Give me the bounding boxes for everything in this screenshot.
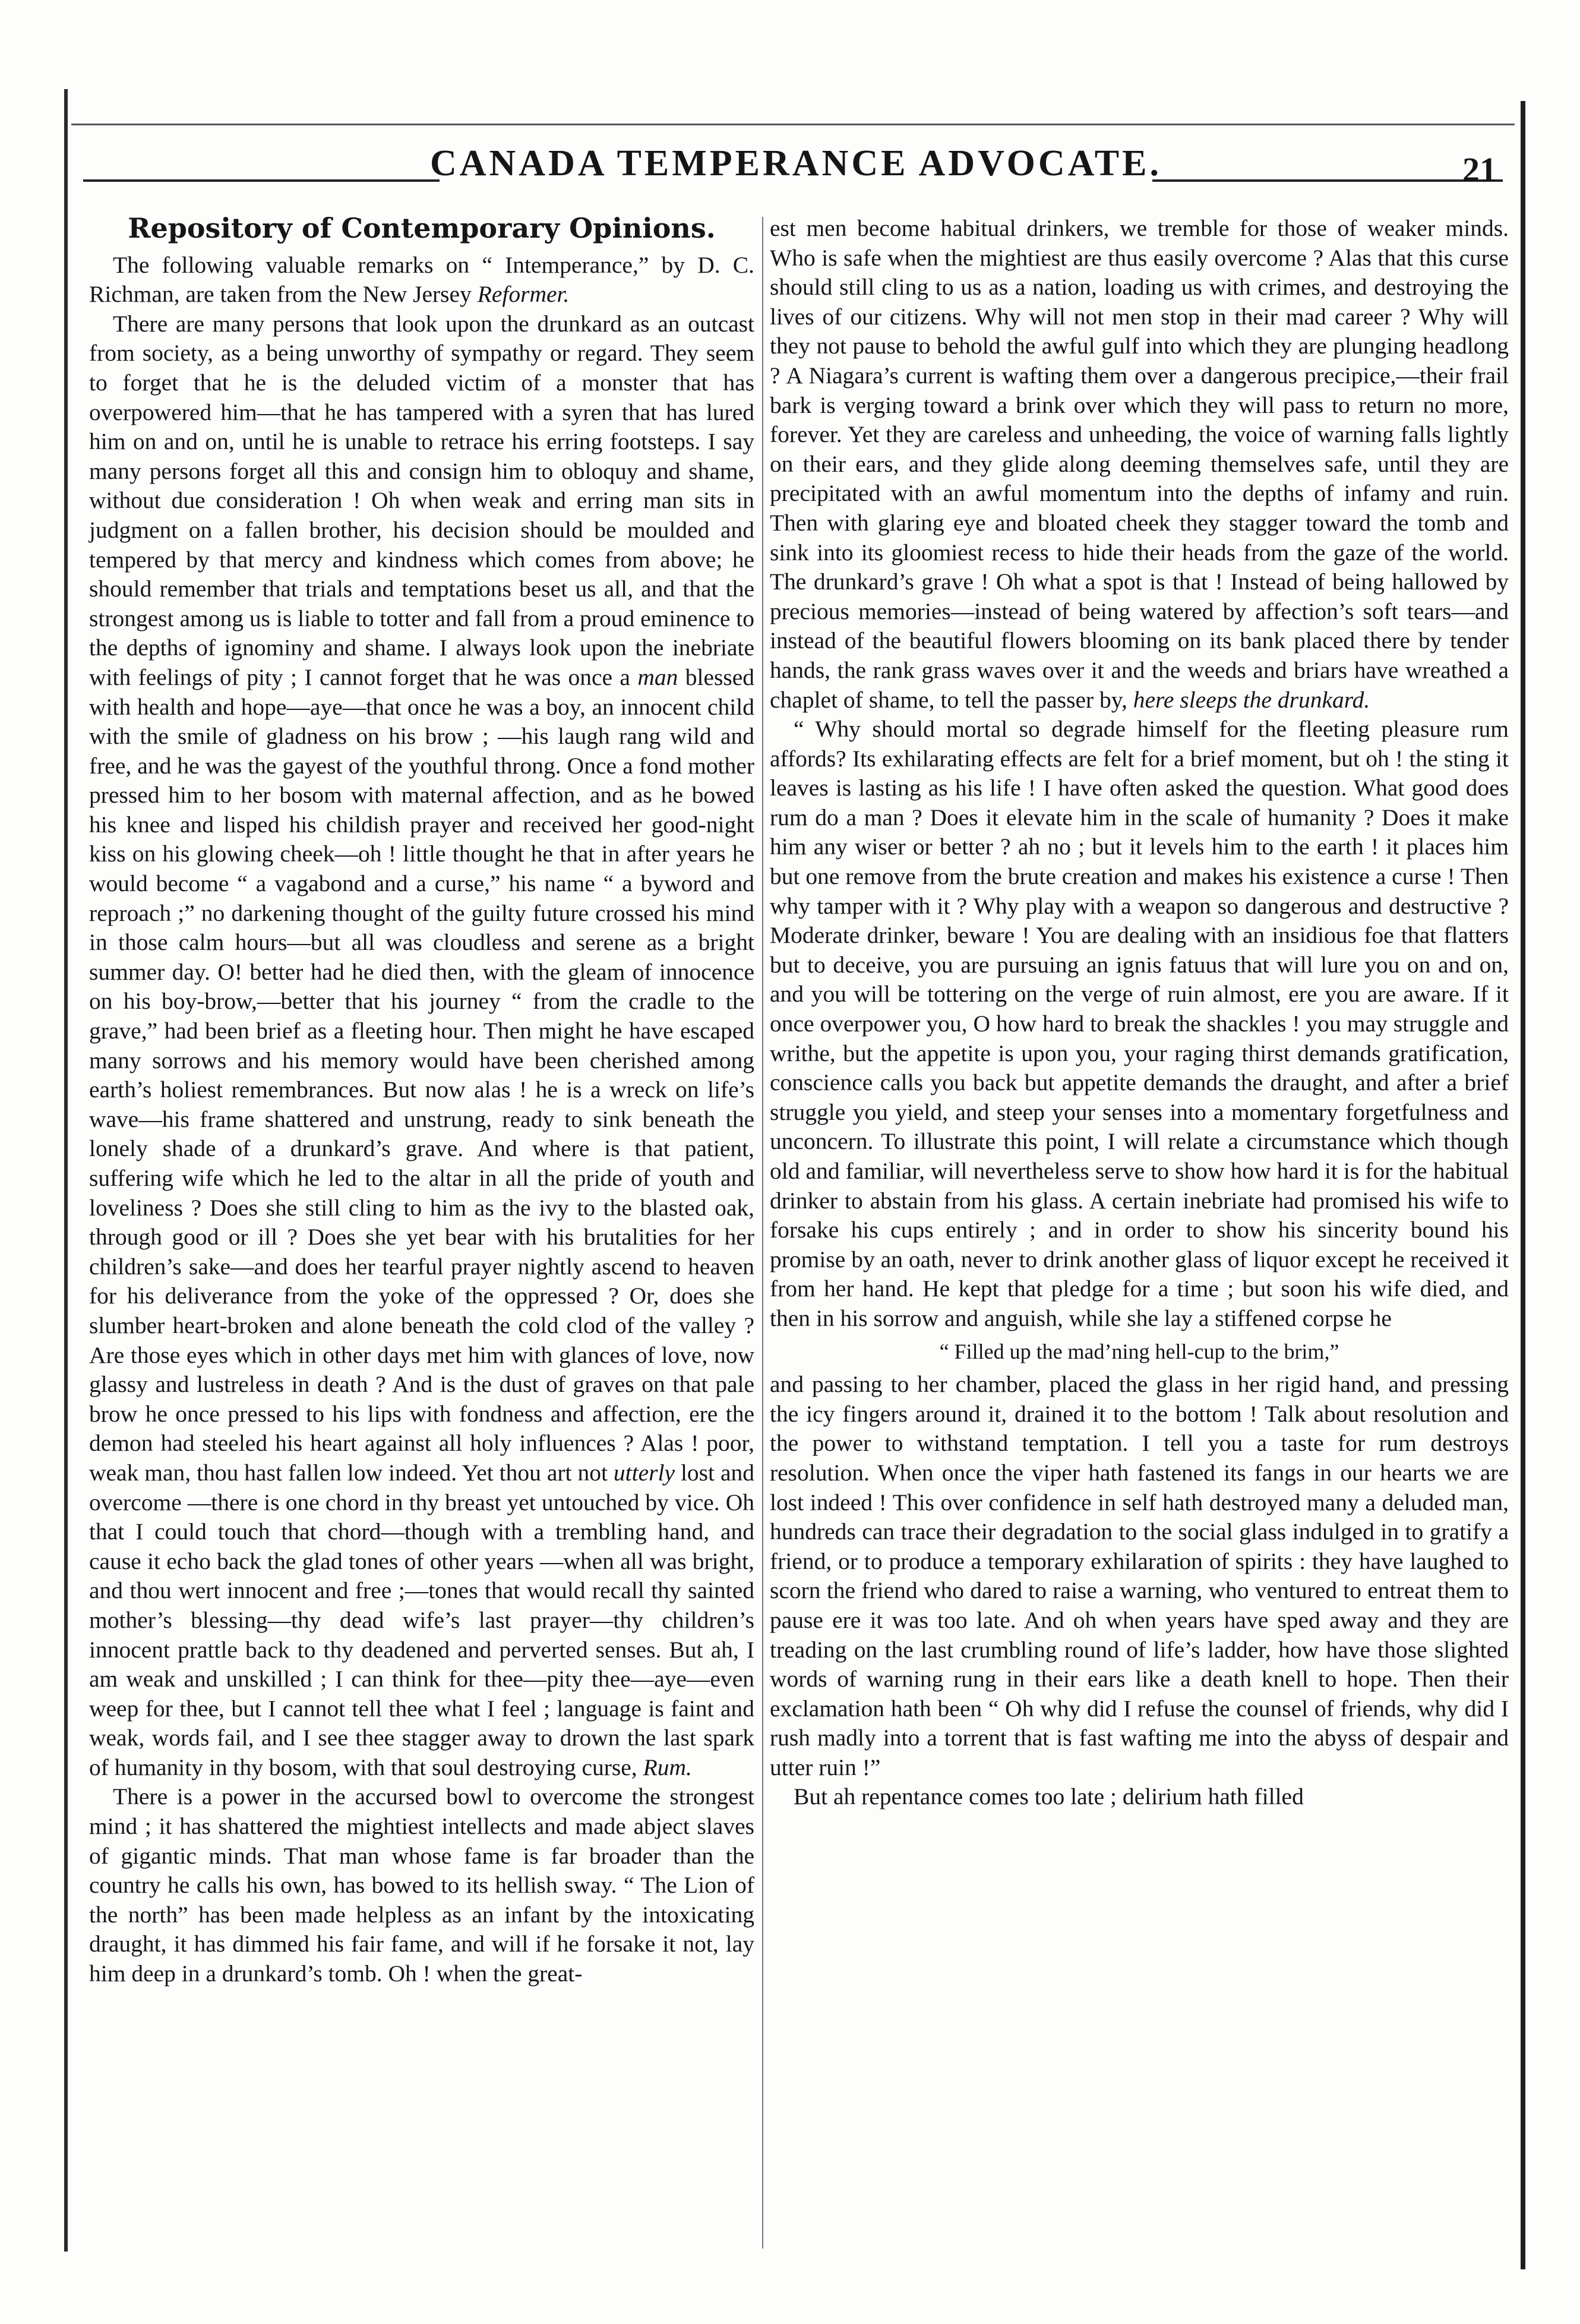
page-border-left <box>64 89 68 2252</box>
emphasis-text: here sleeps the drunkard. <box>1133 686 1370 713</box>
paragraph-text: est men become habitual drinkers, we tremble for those of weaker minds. Who is safe when the mightiest are thus easily overcome ? Alas that this curse should still cling to us as a nation, loading us with crimes, and destroying the lives of our citizens. Why will not men stop in their mad career ? Why will they not pause to behold the awful gulf into which they are plunging headlong ? A Niagara’s current is wafting them over a dangerous precipice,—their frail bark is verging toward a brink over which they will pass to return no more, forever. Yet they are careless and unheeding, the voice of warning falls lightly on their ears, and they glide along deeming themselves safe, until they are precipitated with an awful momentum into the depths of infamy and ruin. Then with glaring eye and bloated cheek they stagger toward the tomb and sink into its gloomiest recess to hide their heads from the gaze of the world. The drunkard’s grave ! Oh what a spot is that ! Instead of being hallowed by precious memories—instead of being watered by affection’s soft tears—and instead of the beautiful flowers blooming on its bank placed there by tender hands, the rank grass waves over it and the weeds and briars have wreathed a chaplet of shame, to tell the passer by, <box>770 215 1509 713</box>
paragraph-text: blessed with health and hope—aye—that once he was a boy, an innocent child with the smile of gladness on his brow ; —his laugh rang wild and free, and he was the gayest of the youthful throng. Once a fond mother pressed him to her bosom with maternal affection, and as he bowed his knee and lisped his childish prayer and received her good-night kiss on his glowing cheek—oh ! little thought he that in after years he would become “ a vagabond and a curse,” his name “ a byword and reproach ;” no darkening thought of the guilty future crossed his mind in those calm hours—but all was cloudless and serene as a bright summer day. O! better had he died then, with the gleam of innocence on his boy-brow,—better that his journey “ from the cradle to the grave,” had been brief as a fleeting hour. Then might he have escaped many sorrows and his memory would have been cherished among earth’s holiest remembrances. But now alas ! he is a wreck on life’s wave—his frame shattered and unstrung, ready to sink beneath the lonely shade of a drunkard’s grave. And where is that patient, suffering wife which he led to the altar in all the pride of youth and loveliness ? Does she still cling to him as the ivy to the blasted oak, through good or ill ? Does she yet bear with his brutalities for her children’s sake—and does her tearful prayer nightly ascend to heaven for his deliverance from the yoke of the oppressed ? Or, does she slumber heart-broken and alone beneath the cold clod of the valley ? Are those eyes which in other days met him with glances of love, now glassy and lustreless in death ? And is the dust of graves on that pale brow he once pressed to his lips with fondness and affection, ere the demon had steeled his heart against all holy influences ? Alas ! poor, weak man, thou hast fallen low indeed. Yet thou art not <box>89 664 754 1486</box>
emphasis-text: man <box>637 664 678 690</box>
article-paragraph: There is a power in the accursed bowl to overcome the strongest mind ; it has shattered the mightiest intellects and made abject slaves of gigantic minds. That man whose fame is far broader than the country he calls his own, has bowed to its hellish sway. “ The Lion of the north” has been made helpless as an infant by the intoxicating draught, it has dimmed his fair fame, and will if he forsake it not, lay him deep in a drunkard’s tomb. Oh ! when the great- <box>89 1783 754 1987</box>
intro-source: Reformer. <box>477 281 570 308</box>
left-column <box>89 214 754 1989</box>
page-border-top <box>71 124 1515 125</box>
article-paragraph <box>770 214 1509 715</box>
emphasis-text: utterly <box>613 1459 675 1486</box>
intro-text: The following valuable remarks on “ Intemperance,” by D. C. Richman, are taken from the New Jersey <box>89 251 754 308</box>
page-border-right <box>1521 101 1525 2269</box>
article-paragraph: and passing to her chamber, placed the glass in her rigid hand, and pressing the icy fingers around it, drained it to the bottom ! Talk about resolution and the power to withstand temptation. I tell you a taste for rum destroys resolution. When once the viper hath fastened its fangs in our hearts we are lost indeed ! This over confidence in self hath destroyed many a deluded man, hundreds can trace their degradation to the social glass indulged in to gratify a friend, or to produce a temporary exhilaration of spirits : they have laughed to scorn the friend who dared to raise a warning, who ventured to entreat them to pause ere it was too late. And oh when years have sped away and they are treading on the last crumbling round of life’s ladder, how have those slighted words of warning rung in their ears like a death knell to hope. Then their exclamation hath been “ Oh why did I refuse the counsel of friends, why did I rush madly into a torrent that is fast wafting me into the abyss of despair and utter ruin !” <box>770 1371 1509 1780</box>
article-paragraph: “ Why should mortal so degrade himself for the fleeting pleasure rum affords? Its exhilarating effects are felt for a brief moment, but oh ! the sting it leaves is lasting as his life ! I have often asked the question. What good does rum do a man ? Does it elevate him in the scale of humanity ? Does it make him any wiser or better ? ah no ; but it levels him to the earth ! it places him but one remove from the brute creation and makes his existence a curse ! Then why tamper with it ? Why play with a weapon so dangerous and destructive ? Moderate drinker, beware ! You are dealing with an insidious foe that flatters but to deceive, you are pursuing an ignis fatuus that will lure you on and on, and you will be tottering on the verge of ruin almost, ere you are aware. If it once overpower you, O how hard to break the shackles ! you may struggle and writhe, but the appetite is upon you, your raging thirst demands gratification, conscience calls you back but appetite demands the draught, and after a brief struggle you yield, and steep your senses into a momentary forgetfulness and unconcern. To illustrate this point, I will relate a circumstance which though old and familiar, will nevertheless serve to show how hard it is for the habitual drinker to abstain from his glass. A certain inebriate had promised his wife to forsake his cups entirely ; and in order to show his sincerity bound his promise by an oath, never to drink another glass of liquor except he received it from her hand. He kept that pledge for a time ; but soon his wife died, and then in his sorrow and anguish, while she lay a stiffened corpse he <box>770 716 1509 1331</box>
section-title: Repository of Contemporary Opinions. <box>128 212 716 244</box>
masthead-title: CANADA TEMPERANCE ADVOCATE. <box>429 143 1162 184</box>
paragraph-text: There are many persons that look upon the drunkard as an outcast from society, as a being unworthy of sympathy or regard. They seem to forget that he is the deluded victim of a monster that has overpowered him—that he has tampered with a syren that has lured him on and on, until he is unable to retrace his erring footsteps. I say many persons forget all this and consign him to obloquy and shame, without due consideration ! Oh when weak and erring man sits in judgment on a fallen brother, his decision should be moulded and tempered by that mercy and kindness which comes from above; he should remember that trials and temptations beset us all, and that the strongest among us is liable to totter and fall from a proud eminence to the depths of ignominy and shame. I always look upon the inebriate with feelings of pity ; I cannot forget that he was once a <box>89 310 754 690</box>
page-number: 21 <box>1462 150 1497 189</box>
paragraph-text: lost and overcome —there is one chord in thy breast yet untouched by vice. Oh that I could touch that chord—though with a trembling hand, and cause it echo back the glad tones of other years —when all was bright, and thou wert innocent and free ;—tones that would recall thy sainted mother’s blessing—thy dead wife’s last prayer—thy children’s innocent prattle back to thy deadened and perverted senses. But ah, I am weak and unskilled ; I can think for thee—pity thee—aye—even weep for thee, but I cannot tell thee what I feel ; language is faint and weak, words fail, and I see thee stagger away to drown the last spark of humanity in thy bosom, with that soul destroying curse, <box>89 1459 754 1780</box>
quoted-line: “ Filled up the mad’ning hell-cup to the brim,” <box>939 1339 1339 1363</box>
emphasis-text: Rum. <box>643 1754 692 1780</box>
intro-paragraph <box>89 251 754 310</box>
column-divider <box>762 217 763 2249</box>
article-paragraph: But ah repentance comes too late ; delirium hath filled <box>794 1783 1304 1810</box>
right-column <box>770 214 1509 1812</box>
article-paragraph <box>89 310 754 1783</box>
page-header <box>83 138 1509 191</box>
